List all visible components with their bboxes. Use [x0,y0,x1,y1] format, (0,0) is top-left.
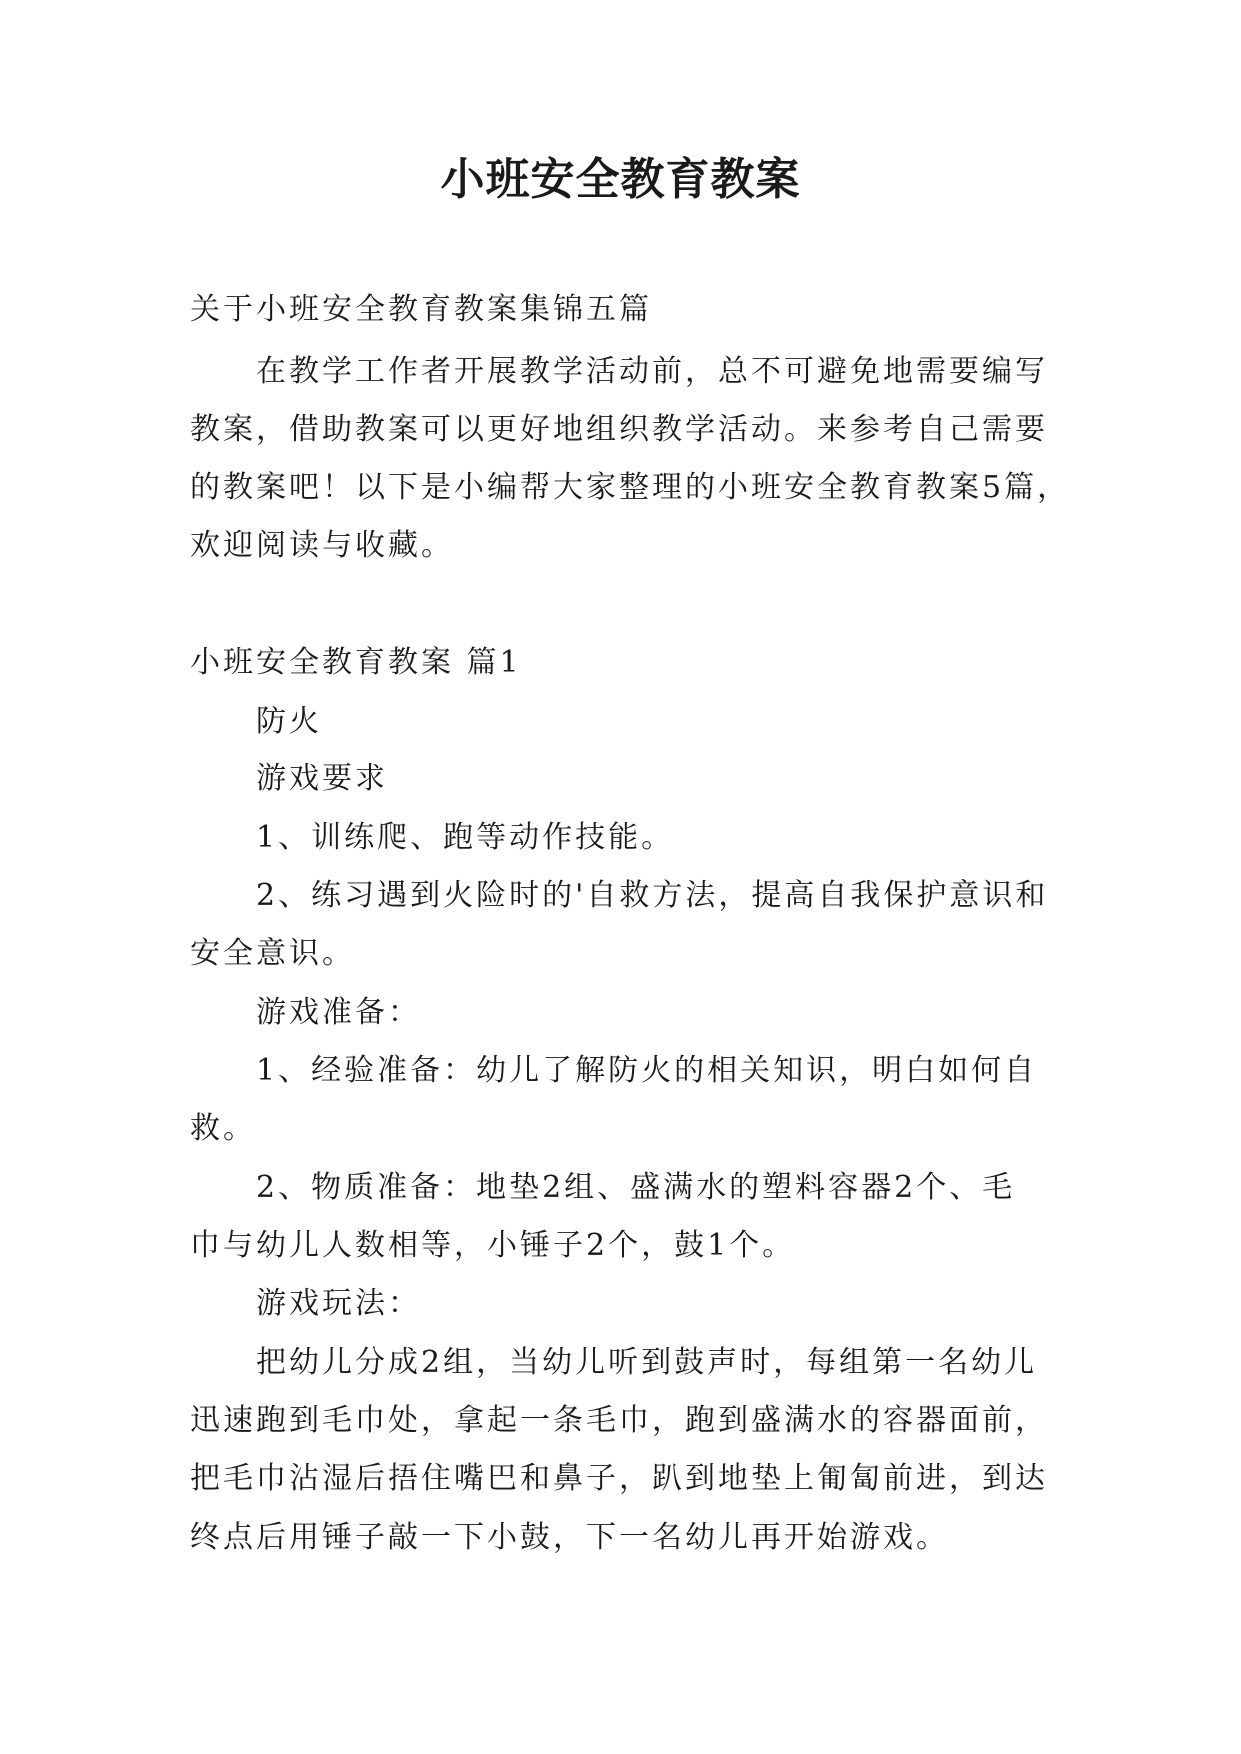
paragraph-line: 1、经验准备：幼儿了解防火的相关知识，明白如何自 [256,1053,1038,1088]
paragraph-line: 1、训练爬、跑等动作技能。 [256,820,675,855]
paragraph-line: 终点后用锤子敲一下小鼓，下一名幼儿再开始游戏。 [190,1520,949,1555]
paragraph-line: 巾与幼儿人数相等，小锤子2个，鼓1个。 [190,1228,796,1263]
paragraph-line: 2、物质准备：地垫2组、盛满水的塑料容器2个、毛 [256,1170,1016,1205]
paragraph-line: 安全意识。 [190,936,355,971]
paragraph-line: 把毛巾沾湿后捂住嘴巴和鼻子，趴到地垫上匍匐前进，到达 [190,1461,1048,1496]
paragraph-line: 迅速跑到毛巾处，拿起一条毛巾，跑到盛满水的容器面前， [190,1403,1048,1438]
paragraph-line: 把幼儿分成2组，当幼儿听到鼓声时，每组第一名幼儿 [256,1345,1038,1380]
paragraph-line: 的教案吧！以下是小编帮大家整理的小班安全教育教案5篇， [190,470,1071,505]
paragraph-line: 2、练习遇到火险时的'自救方法，提高自我保护意识和 [256,878,1049,913]
paragraph-line: 游戏准备： [256,995,421,1030]
intro-heading: 关于小班安全教育教案集锦五篇 [190,292,652,327]
page-title: 小班安全教育教案 [440,154,801,205]
paragraph-line: 教案，借助教案可以更好地组织教学活动。来参考自己需要 [190,412,1048,447]
paragraph-line: 游戏要求 [256,761,388,796]
paragraph-line: 欢迎阅读与收藏。 [190,528,454,563]
paragraph-line: 在教学工作者开展教学活动前，总不可避免地需要编写 [256,354,1048,389]
paragraph-line: 游戏玩法： [256,1286,421,1321]
paragraph-line: 防火 [256,704,322,739]
paragraph-line: 救。 [190,1111,256,1146]
section-heading: 小班安全教育教案 篇1 [190,645,522,680]
